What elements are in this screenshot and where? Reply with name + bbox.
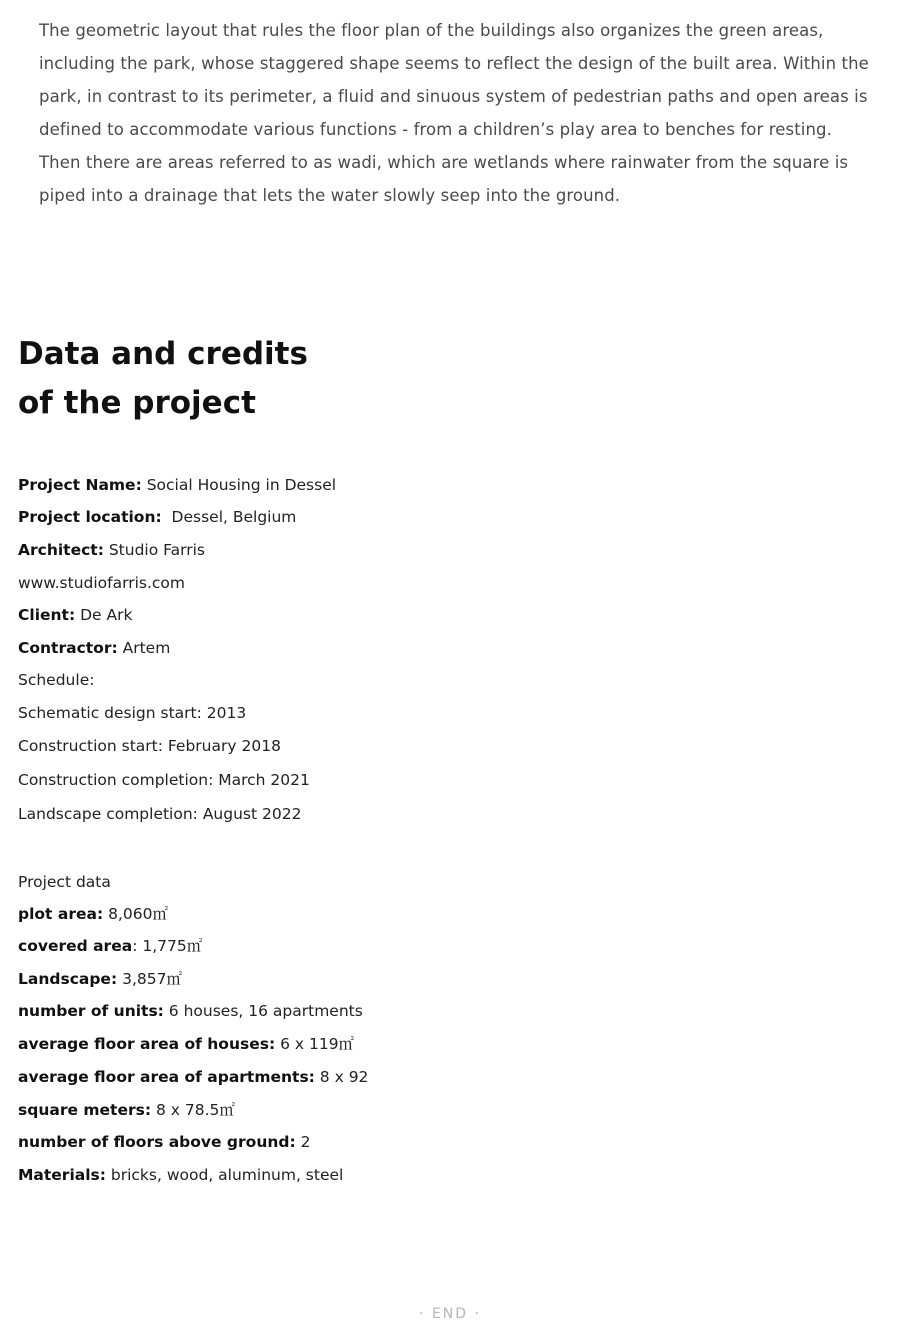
client-row xyxy=(18,605,132,625)
schedule-label: Schedule: xyxy=(18,671,95,689)
avg-apartments-row xyxy=(18,1067,368,1087)
section-title xyxy=(18,330,308,427)
schedule-item: Construction completion: March 2021 xyxy=(18,771,310,789)
schedule-item: Landscape completion: August 2022 xyxy=(18,805,302,823)
plot-area-label: plot area: xyxy=(18,905,104,923)
materials-label: Materials: xyxy=(18,1166,106,1184)
architect-website: www.studiofarris.com xyxy=(18,574,185,592)
architect-value: Studio Farris xyxy=(103,541,205,559)
project-name-value: Social Housing in Dessel xyxy=(141,476,337,494)
architect-row xyxy=(18,540,205,560)
end-marker: · END · xyxy=(419,1306,481,1322)
avg-apartments-label: average floor area of apartments: xyxy=(18,1068,315,1086)
square-meters-row xyxy=(18,1100,235,1120)
covered-area-label: covered area xyxy=(18,937,133,955)
floors-label: number of floors above ground: xyxy=(18,1133,296,1151)
client-label: Client: xyxy=(18,606,76,624)
avg-apartments-value: 8 x 92 xyxy=(314,1068,369,1086)
section-title-line-2: of the project xyxy=(18,384,256,421)
landscape-value: 3,857㎡ xyxy=(117,970,182,988)
project-name-row xyxy=(18,475,336,495)
units-label: number of units: xyxy=(18,1002,164,1020)
schedule-item: Schematic design start: 2013 xyxy=(18,704,247,722)
landscape-row xyxy=(18,969,182,989)
materials-value: bricks, wood, aluminum, steel xyxy=(105,1166,344,1184)
materials-row xyxy=(18,1165,343,1185)
project-location-value: Dessel, Belgium xyxy=(161,508,297,526)
contractor-label: Contractor: xyxy=(18,639,118,657)
project-data-heading: Project data xyxy=(18,873,111,891)
contractor-row xyxy=(18,638,170,658)
architect-label: Architect: xyxy=(18,541,104,559)
avg-houses-label: average floor area of houses: xyxy=(18,1035,276,1053)
intro-paragraph: The geometric layout that rules the floor plan of the buildings also organizes the green areas, including the park, whose staggered shape seems to reflect the design of the built area. Within the park, in contrast to its perimeter, a fluid and sinuous system of pedestrian paths and open areas is defined to accommodate various functions - from a children’s play area to benches for resting. Then there are areas referred to as wadi, which are wetlands where rainwater from the square is piped into a drainage that lets the water slowly seep into the ground. xyxy=(39,21,869,205)
square-meters-value: 8 x 78.5㎡ xyxy=(151,1101,235,1119)
covered-area-row xyxy=(18,936,202,956)
project-location-label: Project location: xyxy=(18,508,162,526)
contractor-value: Artem xyxy=(117,639,171,657)
avg-houses-value: 6 x 119㎡ xyxy=(275,1035,355,1053)
square-meters-label: square meters: xyxy=(18,1101,152,1119)
project-name-label: Project Name: xyxy=(18,476,142,494)
floors-value: 2 xyxy=(295,1133,311,1151)
section-title-line-1: Data and credits xyxy=(18,336,308,372)
covered-area-value: : 1,775㎡ xyxy=(132,937,203,955)
schedule-item: Construction start: February 2018 xyxy=(18,737,281,755)
plot-area-row xyxy=(18,904,168,924)
units-row xyxy=(18,1001,363,1021)
client-value: De Ark xyxy=(75,606,133,624)
landscape-label: Landscape: xyxy=(18,970,118,988)
project-location-row xyxy=(18,507,296,527)
floors-row xyxy=(18,1132,310,1152)
units-value: 6 houses, 16 apartments xyxy=(163,1002,363,1020)
avg-houses-row xyxy=(18,1034,354,1054)
plot-area-value: 8,060㎡ xyxy=(103,905,168,923)
